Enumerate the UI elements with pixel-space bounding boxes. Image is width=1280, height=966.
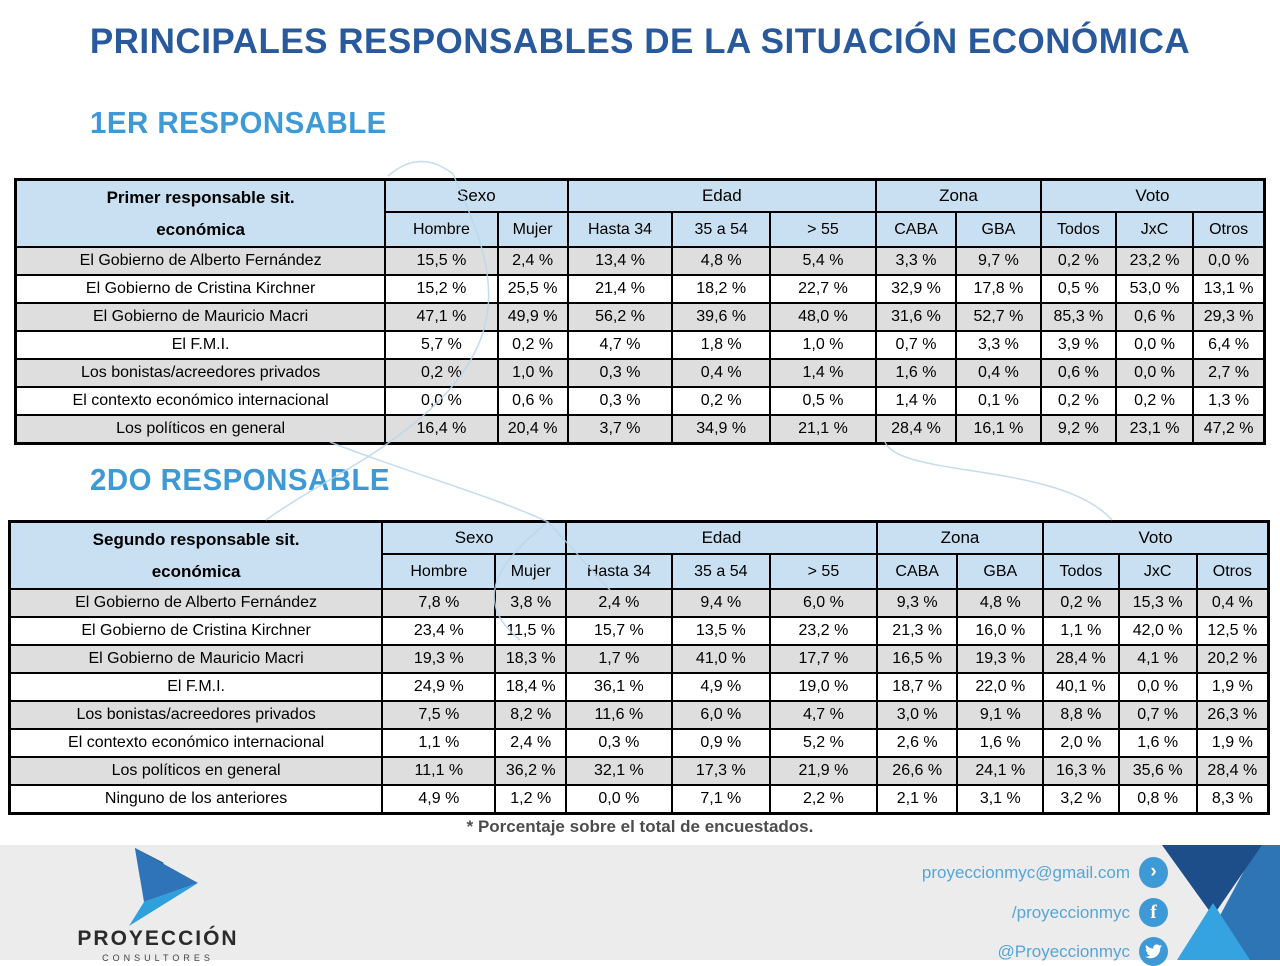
- section-heading-1er: 1ER RESPONSABLE: [90, 105, 387, 140]
- row-label: El contexto económico internacional: [10, 729, 383, 757]
- value-cell: 2,2 %: [770, 785, 877, 814]
- value-cell: 26,6 %: [877, 757, 958, 785]
- column-group-header: Edad: [566, 522, 877, 555]
- first-responsible-table: [14, 178, 1266, 445]
- table-row: [10, 757, 1269, 785]
- row-label: El Gobierno de Cristina Kirchner: [10, 617, 383, 645]
- value-cell: 39,6 %: [672, 303, 769, 331]
- value-cell: 6,0 %: [770, 589, 877, 617]
- value-cell: 0,2 %: [672, 387, 769, 415]
- value-cell: 18,3 %: [495, 645, 566, 673]
- value-cell: 4,7 %: [568, 331, 673, 359]
- column-group-header: Zona: [877, 522, 1043, 555]
- value-cell: 56,2 %: [568, 303, 673, 331]
- arrow-circle-icon[interactable]: ›: [1139, 857, 1168, 888]
- value-cell: 1,7 %: [566, 645, 672, 673]
- value-cell: 53,0 %: [1116, 275, 1193, 303]
- value-cell: 2,6 %: [877, 729, 958, 757]
- value-cell: 29,3 %: [1193, 303, 1264, 331]
- value-cell: 13,1 %: [1193, 275, 1264, 303]
- value-cell: 1,3 %: [1193, 387, 1264, 415]
- column-header: Todos: [1043, 554, 1119, 589]
- value-cell: 24,9 %: [382, 673, 495, 701]
- value-cell: 1,4 %: [876, 387, 956, 415]
- table-row: [16, 359, 1265, 387]
- value-cell: 18,7 %: [877, 673, 958, 701]
- table-label-header: [16, 180, 386, 248]
- row-label: El contexto económico internacional: [16, 387, 386, 415]
- column-header: Mujer: [498, 212, 568, 247]
- value-cell: 26,3 %: [1197, 701, 1269, 729]
- section-heading-2do: 2DO RESPONSABLE: [90, 462, 391, 497]
- row-label: El F.M.I.: [16, 331, 386, 359]
- column-group-header: Edad: [568, 180, 876, 213]
- table-row: [10, 729, 1269, 757]
- value-cell: 35,6 %: [1119, 757, 1197, 785]
- value-cell: 0,0 %: [1193, 247, 1264, 275]
- page-title: PRINCIPALES RESPONSABLES DE LA SITUACIÓN ECONÓMICA: [89, 22, 1191, 61]
- value-cell: 4,8 %: [957, 589, 1043, 617]
- column-header: JxC: [1116, 212, 1193, 247]
- row-label: Los bonistas/acreedores privados: [16, 359, 386, 387]
- logo-name: PROYECCIÓN: [77, 927, 239, 950]
- contact-facebook[interactable]: [1012, 898, 1168, 927]
- table-row: [10, 617, 1269, 645]
- value-cell: 13,4 %: [568, 247, 673, 275]
- value-cell: 0,3 %: [568, 359, 673, 387]
- value-cell: 0,2 %: [385, 359, 497, 387]
- value-cell: 0,5 %: [770, 387, 876, 415]
- table-row: [16, 303, 1265, 331]
- value-cell: 1,0 %: [498, 359, 568, 387]
- contact-email[interactable]: [922, 857, 1168, 888]
- column-header: Hombre: [385, 212, 497, 247]
- value-cell: 32,9 %: [876, 275, 956, 303]
- value-cell: 2,4 %: [498, 247, 568, 275]
- value-cell: 5,7 %: [385, 331, 497, 359]
- value-cell: 9,1 %: [957, 701, 1043, 729]
- contact-twitter-label: @Proyeccionmyc: [997, 941, 1130, 961]
- value-cell: 24,1 %: [957, 757, 1043, 785]
- value-cell: 2,7 %: [1193, 359, 1264, 387]
- value-cell: 4,9 %: [382, 785, 495, 814]
- value-cell: 8,2 %: [495, 701, 566, 729]
- table-row: [16, 275, 1265, 303]
- value-cell: 85,3 %: [1041, 303, 1116, 331]
- table-label-header-line: Segundo responsable sit.: [92, 530, 300, 550]
- row-label: El Gobierno de Mauricio Macri: [10, 645, 383, 673]
- value-cell: 22,7 %: [770, 275, 876, 303]
- value-cell: 3,0 %: [877, 701, 958, 729]
- contact-twitter[interactable]: [997, 937, 1168, 966]
- value-cell: 25,5 %: [498, 275, 568, 303]
- value-cell: 2,0 %: [1043, 729, 1119, 757]
- column-group-header: Sexo: [385, 180, 567, 213]
- footnote: * Porcentaje sobre el total de encuestados.: [466, 817, 814, 836]
- table-row: [16, 331, 1265, 359]
- value-cell: 16,5 %: [877, 645, 958, 673]
- value-cell: 4,9 %: [672, 673, 770, 701]
- column-header: CABA: [877, 554, 958, 589]
- value-cell: 28,4 %: [1197, 757, 1269, 785]
- value-cell: 34,9 %: [672, 415, 769, 444]
- value-cell: 5,2 %: [770, 729, 877, 757]
- row-label: Los políticos en general: [10, 757, 383, 785]
- value-cell: 3,8 %: [495, 589, 566, 617]
- value-cell: 49,9 %: [498, 303, 568, 331]
- value-cell: 9,7 %: [956, 247, 1041, 275]
- value-cell: 6,4 %: [1193, 331, 1264, 359]
- column-group-header: Zona: [876, 180, 1041, 213]
- column-group-header: Voto: [1041, 180, 1265, 213]
- value-cell: 16,3 %: [1043, 757, 1119, 785]
- row-label: El Gobierno de Cristina Kirchner: [16, 275, 386, 303]
- facebook-icon[interactable]: f: [1139, 898, 1168, 927]
- value-cell: 15,7 %: [566, 617, 672, 645]
- value-cell: 0,6 %: [1116, 303, 1193, 331]
- value-cell: 2,4 %: [566, 589, 672, 617]
- value-cell: 23,1 %: [1116, 415, 1193, 444]
- value-cell: 36,2 %: [495, 757, 566, 785]
- value-cell: 21,1 %: [770, 415, 876, 444]
- value-cell: 4,8 %: [672, 247, 769, 275]
- value-cell: 48,0 %: [770, 303, 876, 331]
- value-cell: 0,1 %: [956, 387, 1041, 415]
- column-header: Hombre: [382, 554, 495, 589]
- value-cell: 1,9 %: [1197, 673, 1269, 701]
- value-cell: 40,1 %: [1043, 673, 1119, 701]
- value-cell: 16,4 %: [385, 415, 497, 444]
- value-cell: 3,2 %: [1043, 785, 1119, 814]
- value-cell: 0,0 %: [385, 387, 497, 415]
- table-row: [10, 645, 1269, 673]
- value-cell: 3,3 %: [876, 247, 956, 275]
- logo-arrow-icon: [108, 847, 208, 927]
- value-cell: 4,7 %: [770, 701, 877, 729]
- value-cell: 1,1 %: [1043, 617, 1119, 645]
- value-cell: 8,8 %: [1043, 701, 1119, 729]
- value-cell: 15,3 %: [1119, 589, 1197, 617]
- value-cell: 21,3 %: [877, 617, 958, 645]
- logo-subtitle: CONSULTORES: [102, 953, 214, 964]
- value-cell: 0,2 %: [498, 331, 568, 359]
- value-cell: 19,3 %: [957, 645, 1043, 673]
- value-cell: 1,0 %: [770, 331, 876, 359]
- value-cell: 1,6 %: [957, 729, 1043, 757]
- column-header: JxC: [1119, 554, 1197, 589]
- twitter-icon[interactable]: [1139, 937, 1168, 966]
- value-cell: 42,0 %: [1119, 617, 1197, 645]
- value-cell: 8,3 %: [1197, 785, 1269, 814]
- column-header: Otros: [1193, 212, 1264, 247]
- value-cell: 3,3 %: [956, 331, 1041, 359]
- value-cell: 9,2 %: [1041, 415, 1116, 444]
- value-cell: 22,0 %: [957, 673, 1043, 701]
- value-cell: 47,1 %: [385, 303, 497, 331]
- value-cell: 0,2 %: [1041, 247, 1116, 275]
- contact-facebook-label: /proyeccionmyc: [1011, 902, 1130, 922]
- column-header: CABA: [876, 212, 956, 247]
- column-header: Otros: [1197, 554, 1269, 589]
- value-cell: 1,6 %: [1119, 729, 1197, 757]
- value-cell: 23,4 %: [382, 617, 495, 645]
- value-cell: 32,1 %: [566, 757, 672, 785]
- row-label: Ninguno de los anteriores: [10, 785, 383, 814]
- value-cell: 0,5 %: [1041, 275, 1116, 303]
- value-cell: 20,4 %: [498, 415, 568, 444]
- value-cell: 41,0 %: [672, 645, 770, 673]
- column-header: Todos: [1041, 212, 1116, 247]
- column-group-header: Voto: [1043, 522, 1268, 555]
- value-cell: 1,8 %: [672, 331, 769, 359]
- value-cell: 0,2 %: [1043, 589, 1119, 617]
- value-cell: 7,8 %: [382, 589, 495, 617]
- column-group-header: Sexo: [382, 522, 566, 555]
- value-cell: 0,6 %: [498, 387, 568, 415]
- value-cell: 13,5 %: [672, 617, 770, 645]
- value-cell: 36,1 %: [566, 673, 672, 701]
- second-responsible-table: [8, 520, 1270, 815]
- table-row: [16, 387, 1265, 415]
- proyeccion-logo: [58, 847, 258, 963]
- row-label: El Gobierno de Alberto Fernández: [10, 589, 383, 617]
- value-cell: 4,1 %: [1119, 645, 1197, 673]
- value-cell: 9,3 %: [877, 589, 958, 617]
- column-header: > 55: [770, 212, 876, 247]
- value-cell: 0,0 %: [1116, 359, 1193, 387]
- contact-email-label: proyeccionmyc@gmail.com: [921, 862, 1130, 882]
- row-label: Los bonistas/acreedores privados: [10, 701, 383, 729]
- value-cell: 7,1 %: [672, 785, 770, 814]
- value-cell: 2,4 %: [495, 729, 566, 757]
- value-cell: 15,5 %: [385, 247, 497, 275]
- row-label: El F.M.I.: [10, 673, 383, 701]
- footer-contacts: [922, 857, 1168, 966]
- value-cell: 0,0 %: [1116, 331, 1193, 359]
- value-cell: 19,0 %: [770, 673, 877, 701]
- value-cell: 17,7 %: [770, 645, 877, 673]
- value-cell: 12,5 %: [1197, 617, 1269, 645]
- value-cell: 17,3 %: [672, 757, 770, 785]
- value-cell: 1,6 %: [876, 359, 956, 387]
- column-header: Hasta 34: [568, 212, 673, 247]
- value-cell: 1,9 %: [1197, 729, 1269, 757]
- value-cell: 3,7 %: [568, 415, 673, 444]
- column-header: 35 a 54: [672, 554, 770, 589]
- table-label-header-line: económica: [151, 561, 241, 581]
- value-cell: 18,2 %: [672, 275, 769, 303]
- column-header: Mujer: [495, 554, 566, 589]
- value-cell: 1,2 %: [495, 785, 566, 814]
- value-cell: 9,4 %: [672, 589, 770, 617]
- value-cell: 31,6 %: [876, 303, 956, 331]
- value-cell: 0,7 %: [1119, 701, 1197, 729]
- column-header: Hasta 34: [566, 554, 672, 589]
- value-cell: 7,5 %: [382, 701, 495, 729]
- table-row: [16, 415, 1265, 444]
- value-cell: 0,8 %: [1119, 785, 1197, 814]
- table-label-header-line: Primer responsable sit.: [106, 188, 295, 208]
- value-cell: 15,2 %: [385, 275, 497, 303]
- value-cell: 47,2 %: [1193, 415, 1264, 444]
- value-cell: 2,1 %: [877, 785, 958, 814]
- value-cell: 0,3 %: [568, 387, 673, 415]
- value-cell: 21,4 %: [568, 275, 673, 303]
- table-label-header: [10, 522, 383, 590]
- value-cell: 20,2 %: [1197, 645, 1269, 673]
- row-label: El Gobierno de Alberto Fernández: [16, 247, 386, 275]
- value-cell: 0,4 %: [1197, 589, 1269, 617]
- value-cell: 0,2 %: [1041, 387, 1116, 415]
- table-row: [10, 701, 1269, 729]
- value-cell: 0,9 %: [672, 729, 770, 757]
- column-header: GBA: [957, 554, 1043, 589]
- table-label-header-line: económica: [156, 219, 246, 239]
- value-cell: 1,1 %: [382, 729, 495, 757]
- table-row: [10, 673, 1269, 701]
- value-cell: 11,1 %: [382, 757, 495, 785]
- value-cell: 0,4 %: [672, 359, 769, 387]
- value-cell: 0,3 %: [566, 729, 672, 757]
- value-cell: 1,4 %: [770, 359, 876, 387]
- value-cell: 23,2 %: [770, 617, 877, 645]
- row-label: El Gobierno de Mauricio Macri: [16, 303, 386, 331]
- value-cell: 0,2 %: [1116, 387, 1193, 415]
- value-cell: 11,5 %: [495, 617, 566, 645]
- value-cell: 21,9 %: [770, 757, 877, 785]
- column-header: GBA: [956, 212, 1041, 247]
- value-cell: 0,4 %: [956, 359, 1041, 387]
- value-cell: 6,0 %: [672, 701, 770, 729]
- value-cell: 3,9 %: [1041, 331, 1116, 359]
- value-cell: 23,2 %: [1116, 247, 1193, 275]
- value-cell: 17,8 %: [956, 275, 1041, 303]
- footer-bar: [0, 845, 1280, 964]
- column-header: 35 a 54: [672, 212, 769, 247]
- value-cell: 0,6 %: [1041, 359, 1116, 387]
- column-header: > 55: [770, 554, 877, 589]
- row-label: Los políticos en general: [16, 415, 386, 444]
- value-cell: 19,3 %: [382, 645, 495, 673]
- value-cell: 3,1 %: [957, 785, 1043, 814]
- value-cell: 11,6 %: [566, 701, 672, 729]
- value-cell: 5,4 %: [770, 247, 876, 275]
- table-row: [10, 589, 1269, 617]
- value-cell: 28,4 %: [876, 415, 956, 444]
- value-cell: 16,0 %: [957, 617, 1043, 645]
- value-cell: 52,7 %: [956, 303, 1041, 331]
- value-cell: 18,4 %: [495, 673, 566, 701]
- value-cell: 0,0 %: [1119, 673, 1197, 701]
- value-cell: 0,0 %: [566, 785, 672, 814]
- table-row: [16, 247, 1265, 275]
- value-cell: 16,1 %: [956, 415, 1041, 444]
- value-cell: 0,7 %: [876, 331, 956, 359]
- value-cell: 28,4 %: [1043, 645, 1119, 673]
- table-row: [10, 785, 1269, 814]
